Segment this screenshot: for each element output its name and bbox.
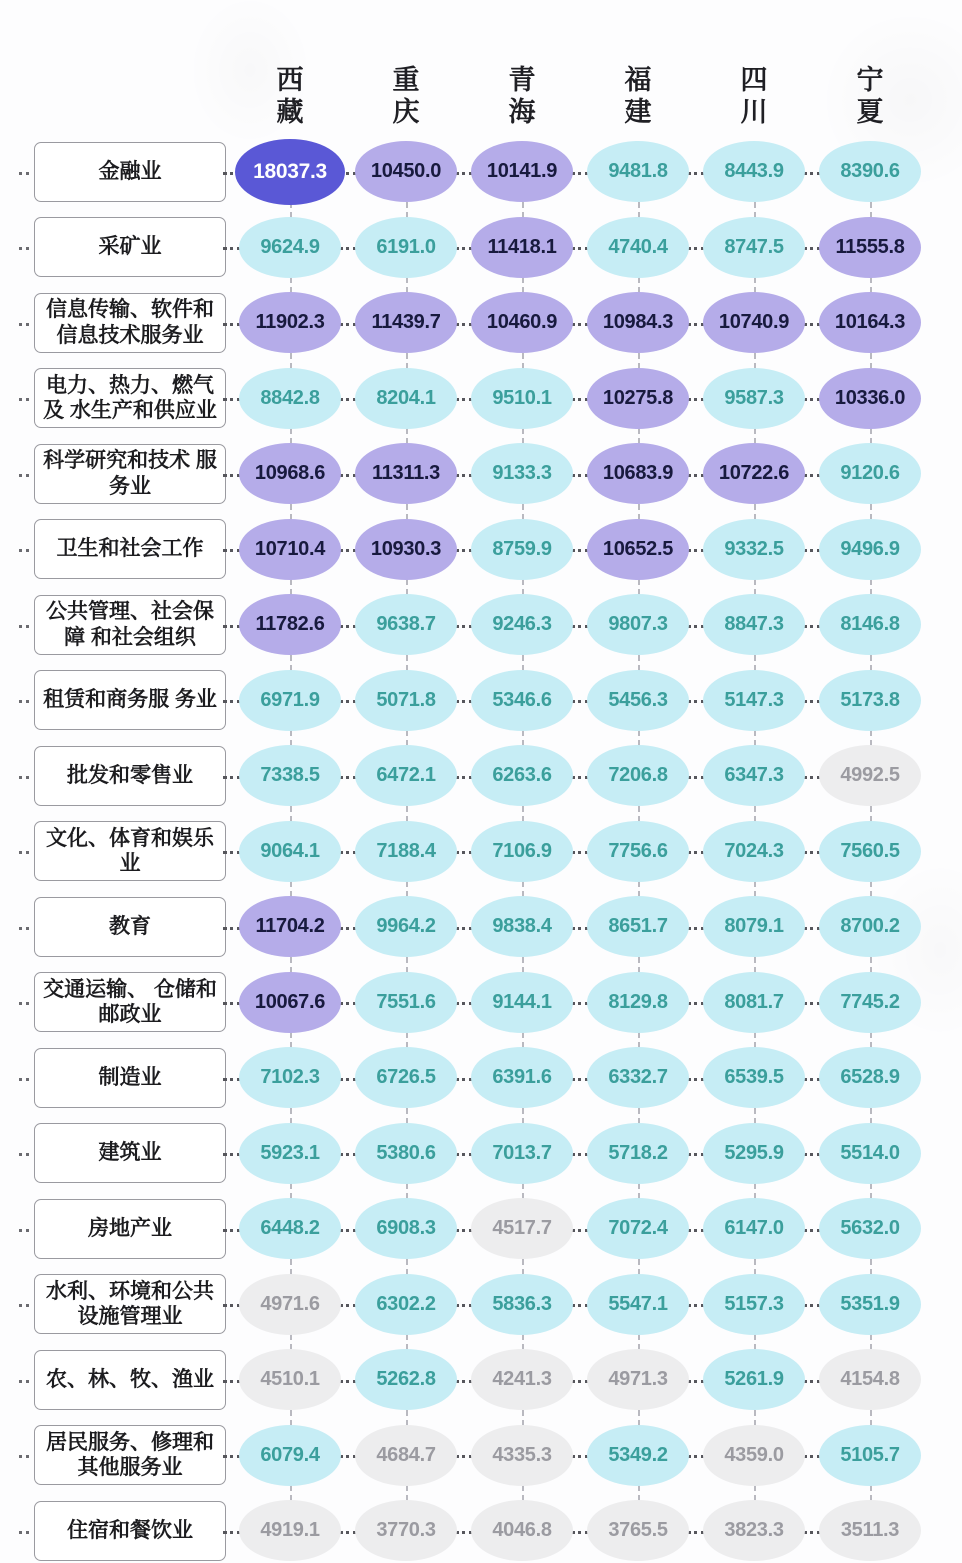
value-ellipse: 5295.9: [703, 1123, 805, 1184]
table-row: [0, 738, 962, 814]
value-cell: [348, 512, 464, 588]
value-cell: [348, 1493, 464, 1563]
value-ellipse: 5514.0: [819, 1123, 921, 1184]
value-ellipse: 11704.2: [239, 896, 341, 957]
value-ellipse: 11782.6: [239, 594, 341, 655]
value-cell: [812, 1493, 928, 1563]
value-ellipse: 3511.3: [819, 1500, 921, 1561]
row-label: 科学研究和技术 服务业: [34, 444, 226, 504]
value-ellipse: 5456.3: [587, 670, 689, 731]
value-ellipse: 7338.5: [239, 745, 341, 806]
value-ellipse: 7551.6: [355, 972, 457, 1033]
value-ellipse: 5351.9: [819, 1274, 921, 1335]
table-row: [0, 210, 962, 286]
value-cell: [464, 1040, 580, 1116]
table-row: [0, 1191, 962, 1267]
value-ellipse: 9246.3: [471, 594, 573, 655]
value-cell: [232, 512, 348, 588]
value-ellipse: 7206.8: [587, 745, 689, 806]
value-cell: [464, 1493, 580, 1563]
value-ellipse: 9133.3: [471, 443, 573, 504]
value-ellipse: 9332.5: [703, 519, 805, 580]
row-label-cell: [26, 134, 232, 210]
value-ellipse: 5262.8: [355, 1349, 457, 1410]
row-label: 批发和零售业: [34, 746, 226, 806]
table-row: [0, 285, 962, 361]
value-ellipse: 5923.1: [239, 1123, 341, 1184]
row-label: 水利、环境和公共 设施管理业: [34, 1274, 226, 1334]
value-ellipse: 9624.9: [239, 217, 341, 278]
value-ellipse: 4740.4: [587, 217, 689, 278]
value-ellipse: 9481.8: [587, 141, 689, 202]
value-cell: [232, 1342, 348, 1418]
value-ellipse: 11902.3: [239, 292, 341, 353]
value-cell: [580, 1493, 696, 1563]
row-label-cell: [26, 889, 232, 965]
table-row: [0, 889, 962, 965]
value-ellipse: 10740.9: [703, 292, 805, 353]
row-label: 住宿和餐饮业: [34, 1501, 226, 1561]
value-ellipse: 7560.5: [819, 821, 921, 882]
value-cell: [232, 134, 348, 210]
value-ellipse: 6347.3: [703, 745, 805, 806]
value-cell: [580, 1418, 696, 1494]
value-ellipse: 4684.7: [355, 1425, 457, 1486]
value-cell: [464, 512, 580, 588]
value-ellipse: 11311.3: [355, 443, 457, 504]
value-cell: [464, 361, 580, 437]
table-row: [0, 814, 962, 890]
value-cell: [232, 1267, 348, 1343]
value-cell: [348, 663, 464, 739]
value-ellipse: 6528.9: [819, 1047, 921, 1108]
value-cell: [464, 587, 580, 663]
value-cell: [812, 889, 928, 965]
value-cell: [812, 210, 928, 286]
row-label: 文化、体育和娱乐业: [34, 821, 226, 881]
value-ellipse: 5836.3: [471, 1274, 573, 1335]
value-cell: [464, 1267, 580, 1343]
value-ellipse: 8390.6: [819, 141, 921, 202]
value-cell: [348, 1267, 464, 1343]
value-cell: [348, 965, 464, 1041]
row-label-cell: [26, 1191, 232, 1267]
row-label-cell: [26, 210, 232, 286]
row-label: 公共管理、社会保障 和社会组织: [34, 595, 226, 655]
value-cell: [464, 738, 580, 814]
value-ellipse: 8842.8: [239, 368, 341, 429]
value-cell: [232, 965, 348, 1041]
value-cell: [812, 436, 928, 512]
matrix-body: [0, 134, 962, 1563]
value-cell: [580, 1116, 696, 1192]
value-cell: [232, 210, 348, 286]
table-row: [0, 663, 962, 739]
value-cell: [812, 134, 928, 210]
value-cell: [580, 738, 696, 814]
value-cell: [696, 1342, 812, 1418]
value-cell: [812, 738, 928, 814]
value-ellipse: 3765.5: [587, 1500, 689, 1561]
table-row: [0, 436, 962, 512]
value-cell: [696, 1493, 812, 1563]
value-ellipse: 3823.3: [703, 1500, 805, 1561]
value-ellipse: 5380.6: [355, 1123, 457, 1184]
value-cell: [580, 512, 696, 588]
value-ellipse: 9496.9: [819, 519, 921, 580]
value-cell: [696, 1267, 812, 1343]
value-cell: [464, 285, 580, 361]
value-ellipse: 9120.6: [819, 443, 921, 504]
value-cell: [464, 1418, 580, 1494]
value-ellipse: 6079.4: [239, 1425, 341, 1486]
value-cell: [696, 738, 812, 814]
value-cell: [580, 134, 696, 210]
row-label: 房地产业: [34, 1199, 226, 1259]
value-cell: [348, 1040, 464, 1116]
value-ellipse: 9964.2: [355, 896, 457, 957]
value-cell: [580, 1342, 696, 1418]
value-cell: [696, 210, 812, 286]
value-ellipse: 10141.9: [471, 141, 573, 202]
value-cell: [464, 1116, 580, 1192]
value-cell: [464, 965, 580, 1041]
table-row: [0, 1267, 962, 1343]
value-ellipse: 7745.2: [819, 972, 921, 1033]
value-cell: [464, 210, 580, 286]
row-label: 教育: [34, 897, 226, 957]
value-ellipse: 6332.7: [587, 1047, 689, 1108]
table-row: [0, 361, 962, 437]
value-cell: [696, 285, 812, 361]
column-header-6: 宁夏: [856, 65, 884, 127]
value-cell: [232, 1493, 348, 1563]
value-cell: [348, 1191, 464, 1267]
value-cell: [812, 1116, 928, 1192]
value-ellipse: 10164.3: [819, 292, 921, 353]
row-label-cell: [26, 965, 232, 1041]
value-ellipse: 9587.3: [703, 368, 805, 429]
value-cell: [580, 285, 696, 361]
row-label-cell: [26, 587, 232, 663]
column-header-2: 重庆: [392, 65, 420, 127]
row-label-cell: [26, 361, 232, 437]
value-ellipse: 5349.2: [587, 1425, 689, 1486]
row-label: 采矿业: [34, 217, 226, 277]
value-cell: [812, 663, 928, 739]
value-cell: [580, 210, 696, 286]
value-cell: [580, 587, 696, 663]
value-cell: [348, 1342, 464, 1418]
value-ellipse: 6302.2: [355, 1274, 457, 1335]
row-label: 农、林、牧、渔业: [34, 1350, 226, 1410]
value-cell: [812, 1040, 928, 1116]
value-ellipse: 5173.8: [819, 670, 921, 731]
value-ellipse: 10450.0: [355, 141, 457, 202]
value-ellipse: 8847.3: [703, 594, 805, 655]
row-label-cell: [26, 663, 232, 739]
value-ellipse: 5157.3: [703, 1274, 805, 1335]
value-ellipse: 11439.7: [355, 292, 457, 353]
table-row: [0, 134, 962, 210]
value-ellipse: 10968.6: [239, 443, 341, 504]
row-label: 建筑业: [34, 1123, 226, 1183]
value-cell: [580, 1191, 696, 1267]
value-cell: [696, 1116, 812, 1192]
value-ellipse: 8651.7: [587, 896, 689, 957]
value-ellipse: 8146.8: [819, 594, 921, 655]
value-ellipse: 5105.7: [819, 1425, 921, 1486]
value-ellipse: 9510.1: [471, 368, 573, 429]
value-cell: [232, 361, 348, 437]
value-cell: [696, 1418, 812, 1494]
value-ellipse: 10930.3: [355, 519, 457, 580]
value-cell: [464, 814, 580, 890]
value-cell: [580, 889, 696, 965]
value-ellipse: 9807.3: [587, 594, 689, 655]
row-label: 卫生和社会工作: [34, 519, 226, 579]
row-label-cell: [26, 738, 232, 814]
value-ellipse: 8129.8: [587, 972, 689, 1033]
value-ellipse: 6147.0: [703, 1198, 805, 1259]
value-ellipse: 6472.1: [355, 745, 457, 806]
table-row: [0, 512, 962, 588]
column-headers: [0, 0, 962, 134]
row-label-cell: [26, 1267, 232, 1343]
value-ellipse: 5346.6: [471, 670, 573, 731]
value-ellipse: 10710.4: [239, 519, 341, 580]
value-ellipse: 9064.1: [239, 821, 341, 882]
value-cell: [696, 436, 812, 512]
value-cell: [812, 1342, 928, 1418]
value-ellipse: 5071.8: [355, 670, 457, 731]
table-row: [0, 1342, 962, 1418]
row-label: 金融业: [34, 142, 226, 202]
value-ellipse: 4992.5: [819, 745, 921, 806]
value-ellipse: 8759.9: [471, 519, 573, 580]
value-cell: [580, 361, 696, 437]
value-ellipse: 5547.1: [587, 1274, 689, 1335]
row-label: 电力、热力、燃气及 水生产和供应业: [34, 368, 226, 428]
value-ellipse: 11555.8: [819, 217, 921, 278]
value-ellipse: 7188.4: [355, 821, 457, 882]
table-row: [0, 587, 962, 663]
value-cell: [348, 738, 464, 814]
value-cell: [812, 361, 928, 437]
value-cell: [348, 1418, 464, 1494]
value-cell: [580, 663, 696, 739]
value-cell: [232, 1116, 348, 1192]
value-ellipse: 6539.5: [703, 1047, 805, 1108]
value-cell: [232, 738, 348, 814]
row-label-cell: [26, 285, 232, 361]
value-ellipse: 4241.3: [471, 1349, 573, 1410]
value-cell: [232, 1418, 348, 1494]
value-ellipse: 5147.3: [703, 670, 805, 731]
value-ellipse: 10984.3: [587, 292, 689, 353]
column-header-4: 福建: [624, 65, 652, 127]
value-cell: [696, 889, 812, 965]
value-cell: [348, 436, 464, 512]
value-cell: [812, 1418, 928, 1494]
value-ellipse: 4046.8: [471, 1500, 573, 1561]
value-cell: [580, 965, 696, 1041]
table-row: [0, 1116, 962, 1192]
value-cell: [232, 285, 348, 361]
value-cell: [348, 889, 464, 965]
table-row: [0, 965, 962, 1041]
value-ellipse: 6263.6: [471, 745, 573, 806]
value-cell: [232, 1191, 348, 1267]
value-cell: [464, 436, 580, 512]
value-ellipse: 10722.6: [703, 443, 805, 504]
value-cell: [348, 210, 464, 286]
value-ellipse: 10336.0: [819, 368, 921, 429]
value-cell: [464, 1342, 580, 1418]
value-cell: [696, 587, 812, 663]
row-label-cell: [26, 814, 232, 890]
value-cell: [348, 285, 464, 361]
value-cell: [696, 361, 812, 437]
value-cell: [696, 663, 812, 739]
value-ellipse: 6191.0: [355, 217, 457, 278]
value-ellipse: 10683.9: [587, 443, 689, 504]
value-cell: [464, 889, 580, 965]
value-ellipse: 7102.3: [239, 1047, 341, 1108]
value-ellipse: 6448.2: [239, 1198, 341, 1259]
value-cell: [232, 814, 348, 890]
value-ellipse: 18037.3: [235, 139, 345, 205]
value-ellipse: 10275.8: [587, 368, 689, 429]
table-row: [0, 1040, 962, 1116]
value-ellipse: 7072.4: [587, 1198, 689, 1259]
value-ellipse: 10652.5: [587, 519, 689, 580]
value-cell: [348, 587, 464, 663]
value-ellipse: 8747.5: [703, 217, 805, 278]
row-label: 交通运输、 仓储和邮政业: [34, 972, 226, 1032]
value-ellipse: 4971.3: [587, 1349, 689, 1410]
row-label: 信息传输、软件和 信息技术服务业: [34, 293, 226, 353]
value-ellipse: 4335.3: [471, 1425, 573, 1486]
value-ellipse: 4510.1: [239, 1349, 341, 1410]
column-header-1: 西藏: [276, 65, 304, 127]
table-row: [0, 1418, 962, 1494]
value-cell: [348, 134, 464, 210]
row-label-cell: [26, 1040, 232, 1116]
value-ellipse: 8204.1: [355, 368, 457, 429]
value-ellipse: 6391.6: [471, 1047, 573, 1108]
row-label-cell: [26, 1342, 232, 1418]
value-ellipse: 8443.9: [703, 141, 805, 202]
value-cell: [580, 814, 696, 890]
row-label-cell: [26, 1116, 232, 1192]
value-cell: [464, 1191, 580, 1267]
value-cell: [464, 134, 580, 210]
value-cell: [580, 1267, 696, 1343]
value-cell: [696, 512, 812, 588]
value-ellipse: 5718.2: [587, 1123, 689, 1184]
value-ellipse: 7024.3: [703, 821, 805, 882]
column-header-5: 四川: [740, 65, 768, 127]
value-cell: [232, 889, 348, 965]
value-cell: [812, 1191, 928, 1267]
value-ellipse: 4359.0: [703, 1425, 805, 1486]
value-ellipse: 6726.5: [355, 1047, 457, 1108]
value-ellipse: 6908.3: [355, 1198, 457, 1259]
value-cell: [696, 965, 812, 1041]
value-cell: [580, 436, 696, 512]
value-ellipse: 10460.9: [471, 292, 573, 353]
row-label-cell: [26, 1493, 232, 1563]
value-cell: [348, 361, 464, 437]
row-label-cell: [26, 436, 232, 512]
value-cell: [812, 512, 928, 588]
row-label: 居民服务、修理和 其他服务业: [34, 1425, 226, 1485]
column-header-3: 青海: [508, 65, 536, 127]
value-cell: [232, 436, 348, 512]
value-cell: [232, 663, 348, 739]
value-ellipse: 8081.7: [703, 972, 805, 1033]
row-label: 制造业: [34, 1048, 226, 1108]
value-cell: [232, 587, 348, 663]
value-ellipse: 4919.1: [239, 1500, 341, 1561]
row-label: 租赁和商务服 务业: [34, 670, 226, 730]
value-cell: [348, 1116, 464, 1192]
row-label-cell: [26, 512, 232, 588]
value-cell: [812, 814, 928, 890]
value-ellipse: 9638.7: [355, 594, 457, 655]
value-ellipse: 9838.4: [471, 896, 573, 957]
value-cell: [812, 965, 928, 1041]
value-cell: [696, 134, 812, 210]
value-ellipse: 7106.9: [471, 821, 573, 882]
value-ellipse: 4971.6: [239, 1274, 341, 1335]
value-cell: [812, 1267, 928, 1343]
value-ellipse: 4154.8: [819, 1349, 921, 1410]
value-ellipse: 5632.0: [819, 1198, 921, 1259]
row-label-cell: [26, 1418, 232, 1494]
value-cell: [812, 285, 928, 361]
value-cell: [696, 1191, 812, 1267]
value-ellipse: 3770.3: [355, 1500, 457, 1561]
value-cell: [232, 1040, 348, 1116]
value-cell: [580, 1040, 696, 1116]
value-ellipse: 9144.1: [471, 972, 573, 1033]
value-cell: [696, 814, 812, 890]
value-ellipse: 10067.6: [239, 972, 341, 1033]
value-ellipse: 7756.6: [587, 821, 689, 882]
table-row: [0, 1493, 962, 1563]
value-cell: [812, 587, 928, 663]
value-cell: [696, 1040, 812, 1116]
value-ellipse: 6971.9: [239, 670, 341, 731]
value-ellipse: 8079.1: [703, 896, 805, 957]
value-ellipse: 7013.7: [471, 1123, 573, 1184]
value-ellipse: 4517.7: [471, 1198, 573, 1259]
value-ellipse: 8700.2: [819, 896, 921, 957]
value-cell: [348, 814, 464, 890]
value-cell: [464, 663, 580, 739]
value-ellipse: 5261.9: [703, 1349, 805, 1410]
value-ellipse: 11418.1: [471, 217, 573, 278]
